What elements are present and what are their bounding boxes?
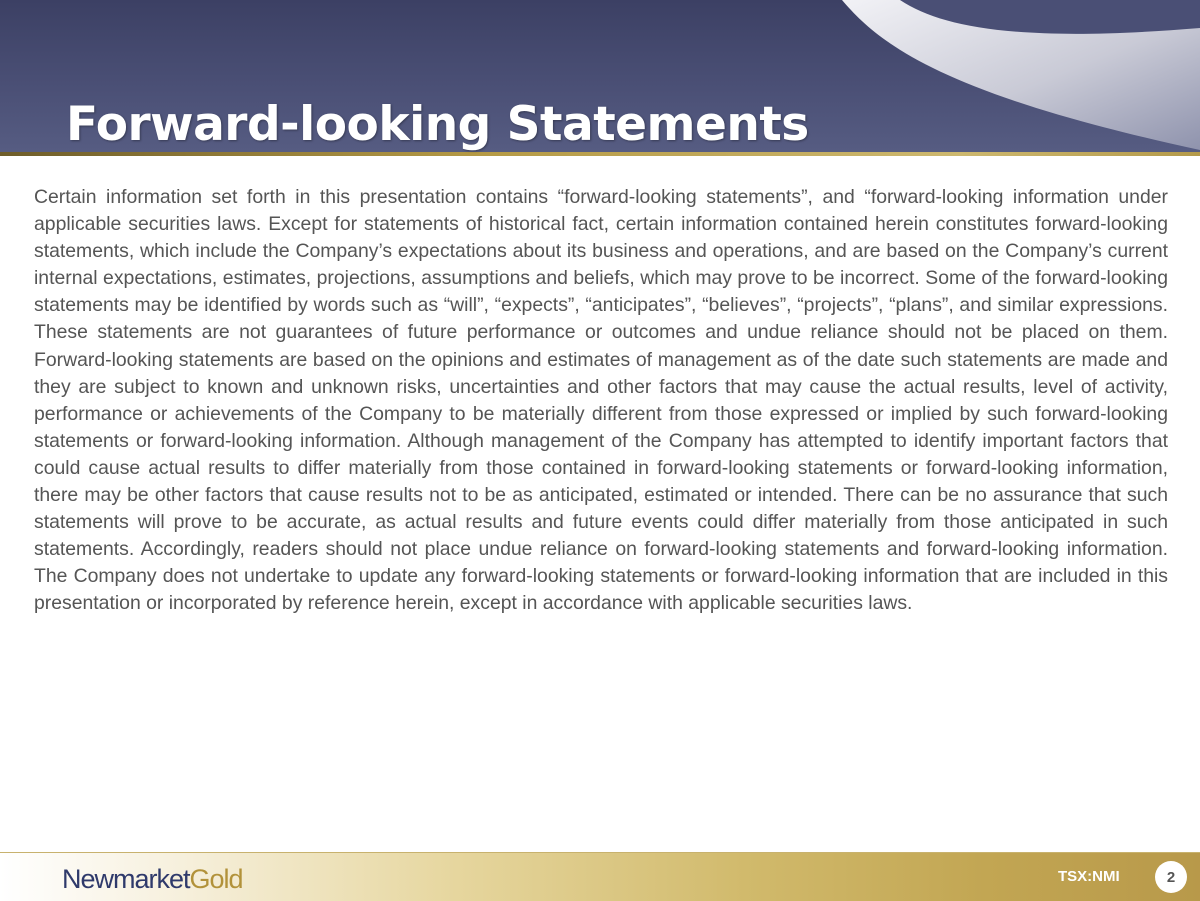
page-number: 2 <box>1166 868 1176 886</box>
page-number-badge <box>1155 861 1187 893</box>
logo-text-gold: Gold <box>189 864 243 894</box>
newmarket-gold-logo <box>62 862 243 896</box>
body-paragraph: Certain information set forth in this presentation contains “forward-looking statements”, and “forward-looking information under applicable securities laws. Except for statements of historical fact, certain information contained herein constitutes forward-looking statements, which include the Company’s expectations about its business and operations, and are based on the Company’s current internal expectations, estimates, projections, assumptions and beliefs, which may prove to be incorrect. Some of the forward-looking statements may be identified by words such as “will”, “expects”, “anticipates”, “believes”, “projects”, “plans”, and similar expressions. These statements are not guarantees of future performance or outcomes and undue reliance should not be placed on them. Forward-looking statements are based on the opinions and estimates of management as of the date such statements are made and they are subject to known and unknown risks, uncertainties and other factors that may cause the actual results, level of activity, performance or achievements of the Company to be materially different from those expressed or implied by such forward-looking statements or forward-looking information. Although management of the Company has attempted to identify important factors that could cause actual results to differ materially from those contained in forward-looking statements or forward-looking information, there may be other factors that cause results not to be as anticipated, estimated or intended. There can be no assurance that such statements will prove to be accurate, as actual results and future events could differ materially from those anticipated in such statements. Accordingly, readers should not place undue reliance on forward-looking statements and forward-looking information. The Company does not undertake to update any forward-looking statements or forward-looking information that are included in this presentation or incorporated by reference herein, except in accordance with applicable securities laws. <box>34 186 1168 615</box>
logo-text-newmarket: Newmarket <box>62 864 190 894</box>
page-title: Forward-looking Statements <box>66 97 809 152</box>
ticker-symbol: TSX:NMI <box>1058 868 1120 885</box>
